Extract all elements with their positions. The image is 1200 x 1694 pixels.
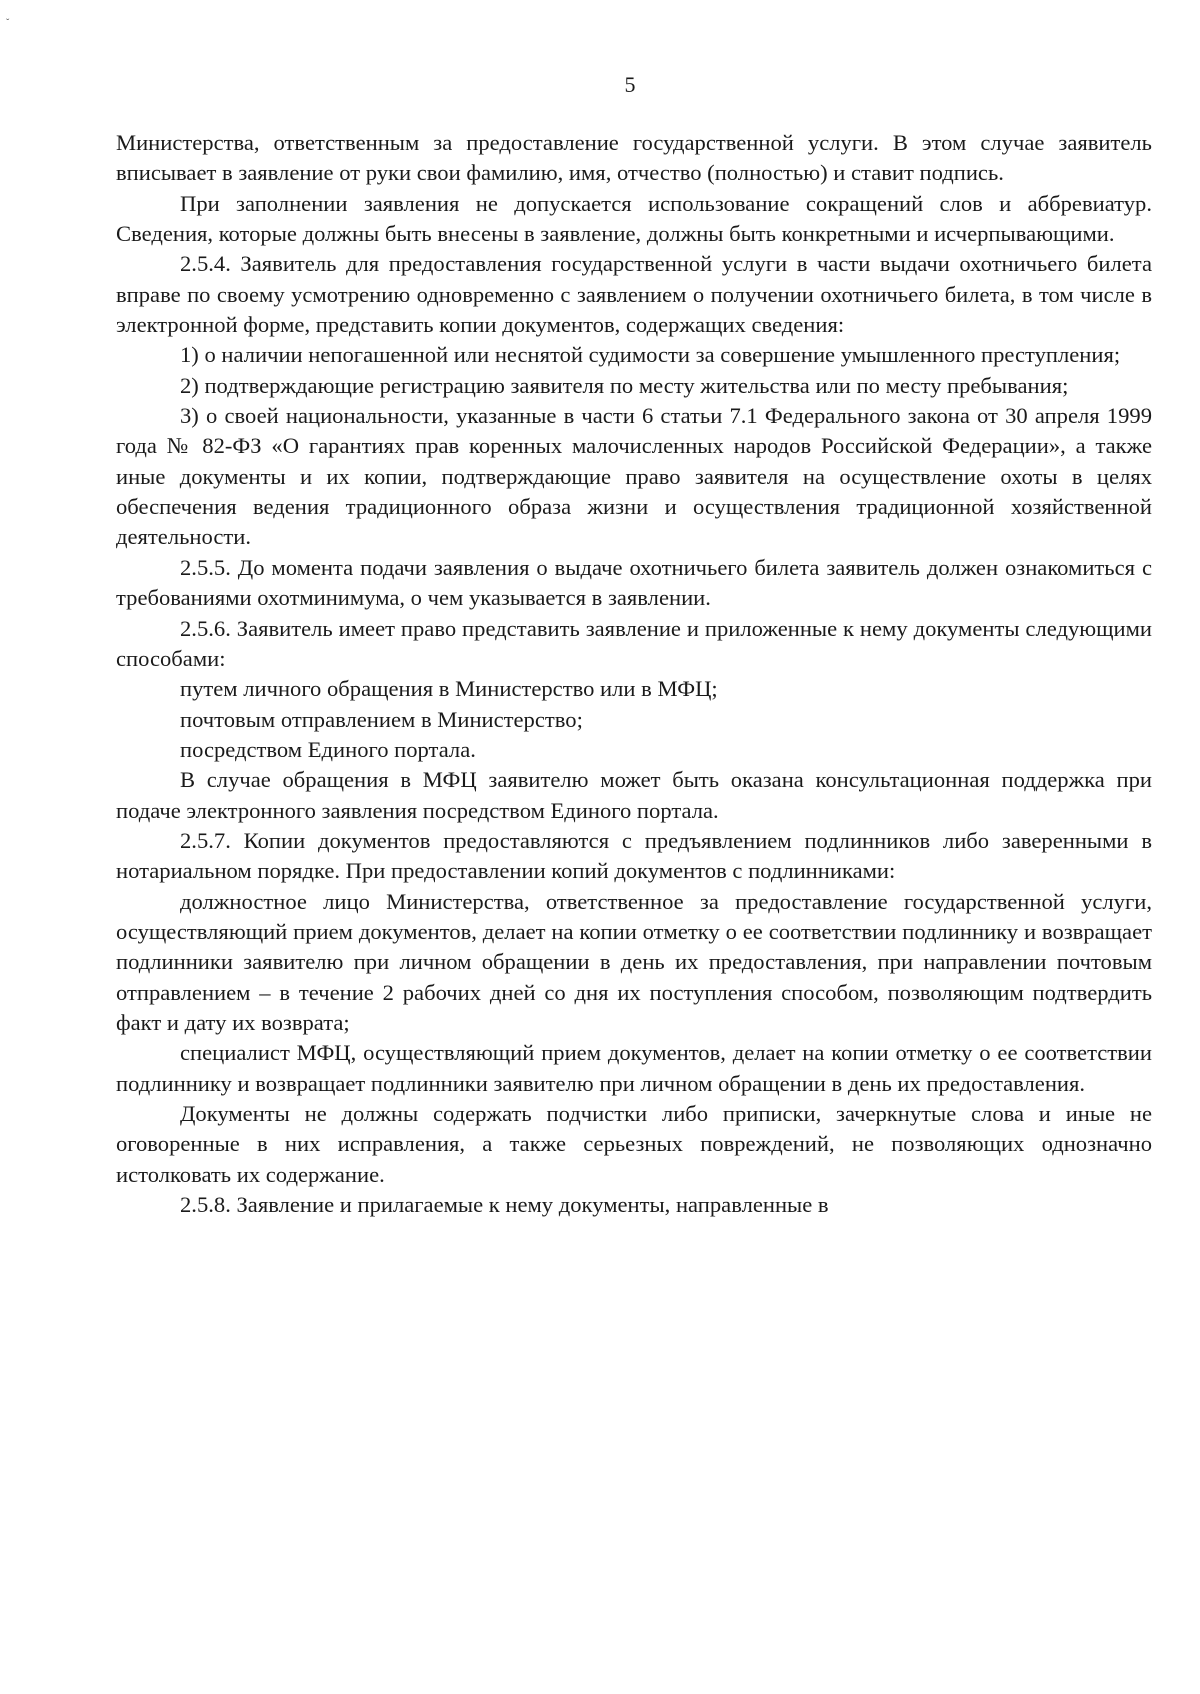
paragraph: Документы не должны содержать подчистки либо приписки, зачеркнутые слова и иные не оговоренные в них исправления, а также серьезных повреждений, не позволяющих однозначно истолковать их содержание.	[116, 1101, 1152, 1187]
list-item: 2) подтверждающие регистрацию заявителя по месту жительства или по месту пребывания;	[180, 372, 1069, 398]
paragraph: 2.5.8. Заявление и прилагаемые к нему документы, направленные в	[180, 1192, 829, 1218]
list-item: посредством Единого портала.	[180, 736, 476, 762]
list-item: путем личного обращения в Министерство или в МФЦ;	[180, 676, 718, 702]
paragraph: 2.5.6. Заявитель имеет право представить заявление и приложенные к нему документы следующими способами:	[116, 615, 1152, 671]
list-item: 1) о наличии непогашенной или неснятой судимости за совершение умышленного преступления;	[180, 342, 1121, 368]
paragraph: должностное лицо Министерства, ответственное за предоставление государственной услуги, осуществляющий прием документов, делает на копии отметку о ее соответствии подлиннику и возвращает подлинники заявителю при личном обращении в день их предоставления, при направлении почтовым отправлением – в течение 2 рабочих дней со дня их поступления способом, позволяющим подтвердить факт и дату их возврата;	[116, 888, 1152, 1035]
paragraph: Министерства, ответственным за предоставление государственной услуги. В этом случае заявитель вписывает в заявление от руки свои фамилию, имя, отчество (полностью) и ставит подпись.	[116, 130, 1152, 186]
paragraph: 2.5.4. Заявитель для предоставления государственной услуги в части выдачи охотничьего билета вправе по своему усмотрению одновременно с заявлением о получении охотничьего билета, в том числе в электронной форме, представить копии документов, содержащих сведения:	[116, 251, 1152, 338]
paragraph: При заполнении заявления не допускается использование сокращений слов и аббревиатур. Сведения, которые должны быть внесены в заявление, должны быть конкретными и исчерпывающими.	[116, 190, 1152, 247]
paragraph: специалист МФЦ, осуществляющий прием документов, делает на копии отметку о ее соответствии подлиннику и возвращает подлинники заявителю при личном обращении в день их предоставления.	[116, 1040, 1152, 1096]
paragraph: В случае обращения в МФЦ заявителю может быть оказана консультационная поддержка при подаче электронного заявления посредством Единого портала.	[116, 767, 1152, 823]
paragraph: 2.5.5. До момента подачи заявления о выдаче охотничьего билета заявитель должен ознакомиться с требованиями охотминимума, о чем указывается в заявлении.	[116, 554, 1152, 611]
paragraph: 2.5.7. Копии документов предоставляются с предъявлением подлинников либо заверенными в нотариальном порядке. При предоставлении копий документов с подлинниками:	[116, 827, 1152, 884]
document-body	[116, 128, 1152, 1220]
scan-artifact: ˇ	[6, 18, 10, 29]
page-number: 5	[624, 72, 636, 97]
list-item: почтовым отправлением в Министерство;	[180, 706, 583, 732]
list-item: 3) о своей национальности, указанные в части 6 статьи 7.1 Федерального закона от 30 апреля 1999 года № 82-ФЗ «О гарантиях прав коренных малочисленных народов Российской Федерации», а также иные документы и их копии, подтверждающие право заявителя на осуществление охоты в целях обеспечения ведения традиционного образа жизни и осуществления традиционной хозяйственной деятельности.	[116, 403, 1152, 550]
